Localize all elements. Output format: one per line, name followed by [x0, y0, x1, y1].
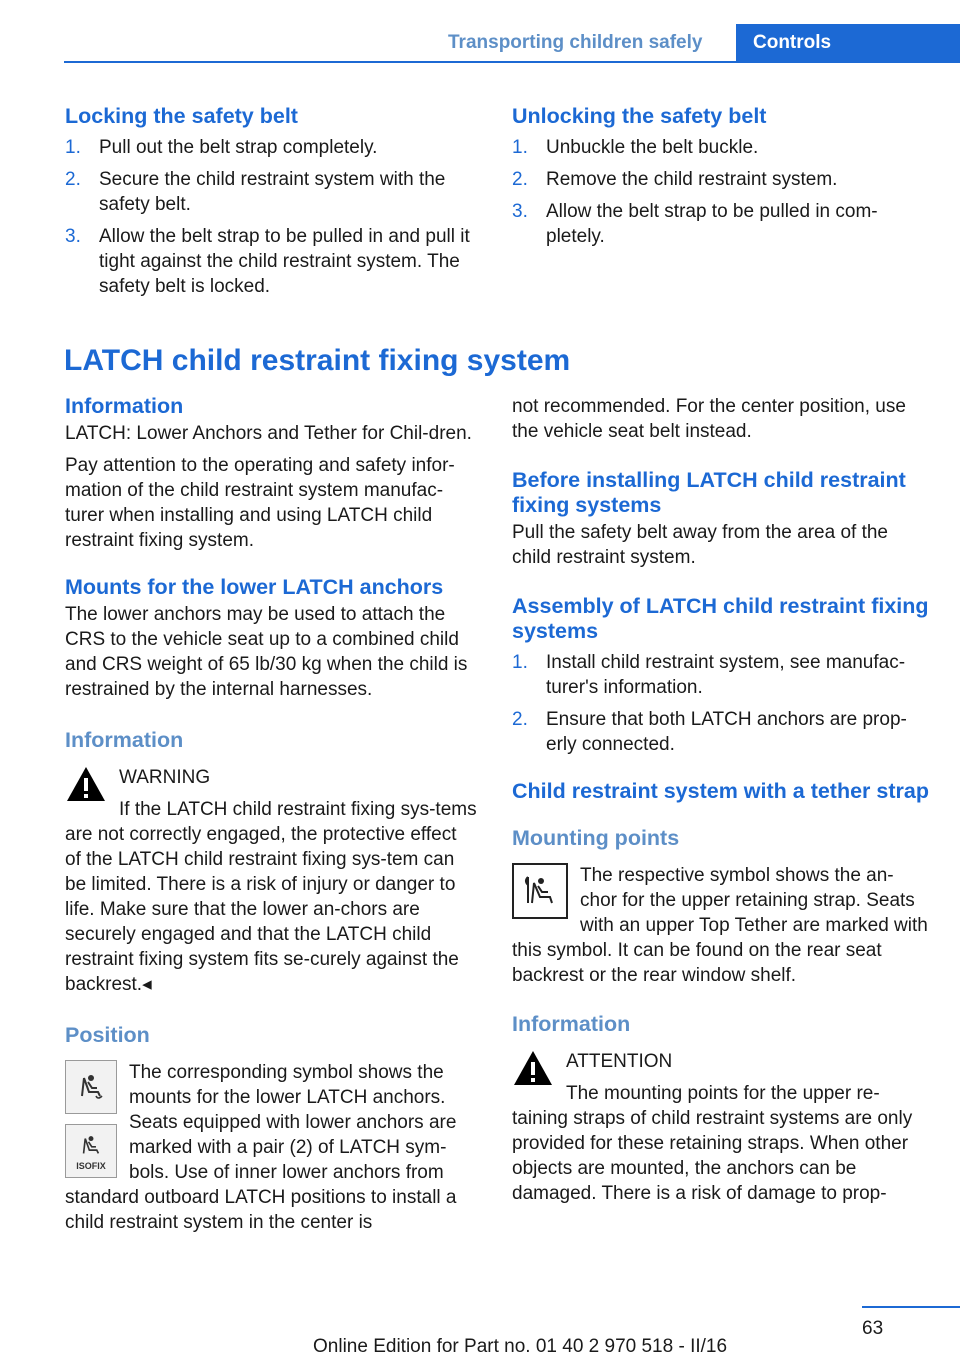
unlocking-steps: [512, 135, 930, 249]
info-heading: Information: [65, 394, 184, 418]
step-number: 2.: [512, 169, 528, 190]
list-item: [65, 167, 477, 217]
list-item: [512, 167, 930, 192]
position-text: The corresponding symbol shows the mounts for the lower LATCH anchors. Seats equipped with lower anchors are marked with a pair (2) of LATCH sym-bols. Use of inner lower anchors from standard outboard LATCH positions to install a child restraint system in the center is: [65, 1062, 457, 1233]
footer-rule: [862, 1306, 960, 1308]
step-number: 3.: [512, 201, 528, 222]
step-text: Allow the belt strap to be pulled in com-pletely.: [546, 201, 878, 247]
top-tether-anchor-icon: [512, 863, 568, 919]
running-header-section: Transporting children safely: [448, 32, 703, 53]
information-heading: Information: [512, 1012, 631, 1036]
latch-symbols: [65, 1060, 117, 1178]
before-installing-heading: Before installing LATCH child restraint fixing systems: [512, 468, 906, 517]
page-title: LATCH child restraint fixing system: [64, 344, 571, 377]
child-seat-anchor-icon: [65, 1060, 117, 1114]
isofix-symbol-icon: [65, 1124, 117, 1178]
step-text: Unbuckle the belt buckle.: [546, 137, 759, 158]
before-installing-text: Pull the safety belt away from the area of the child restraint system.: [512, 522, 888, 568]
edition-note: Online Edition for Part no. 01 40 2 970 518 - II/16: [313, 1336, 728, 1357]
tether-heading: Child restraint system with a tether strap: [512, 779, 929, 803]
step-text: Ensure that both LATCH anchors are prop-erly connected.: [546, 709, 907, 755]
warning-triangle-icon: [512, 1049, 554, 1087]
information-heading: Information: [65, 728, 184, 752]
list-item: [512, 199, 930, 249]
warning-block: [65, 765, 477, 997]
mounts-paragraph: The lower anchors may be used to attach the CRS to the vehicle seat up to a combined child and CRS weight of 65 lb/30 kg when the child is restrained by the internal harnesses.: [65, 604, 468, 700]
list-item: [512, 707, 930, 757]
unlocking-heading: Unlocking the safety belt: [512, 104, 767, 128]
list-item: [512, 650, 930, 700]
step-number: 3.: [65, 226, 81, 247]
step-text: Remove the child restraint system.: [546, 169, 838, 190]
unlocking-section: [512, 104, 930, 256]
running-header-chapter: Controls: [736, 24, 960, 62]
position-block: [65, 1060, 477, 1235]
mounting-block: [512, 863, 930, 988]
step-text: Allow the belt strap to be pulled in and pull it tight against the child restraint system. The safety belt is locked.: [99, 226, 470, 297]
attention-block: [512, 1049, 930, 1206]
assembly-heading: Assembly of LATCH child restraint fixing systems: [512, 594, 929, 643]
locking-heading: Locking the safety belt: [65, 104, 298, 128]
list-item: [65, 224, 477, 299]
attention-text: The mounting points for the upper re-taining straps of child restraint systems are only provided for these retaining straps. When other objects are mounted, the anchors can be damaged. There is a risk of damage to prop-: [512, 1083, 913, 1204]
warning-triangle-icon: [65, 765, 107, 803]
step-number: 1.: [512, 137, 528, 158]
step-number: 1.: [512, 652, 528, 673]
step-text: Pull out the belt strap completely.: [99, 137, 378, 158]
step-text: Install child restraint system, see manufac-turer's information.: [546, 652, 906, 698]
right-column: [512, 394, 930, 1213]
warning-label: WARNING: [119, 767, 211, 788]
mounts-heading: Mounts for the lower LATCH anchors: [65, 575, 444, 599]
step-text: Secure the child restraint system with the safety belt.: [99, 169, 446, 215]
info-paragraph: Pay attention to the operating and safety infor-mation of the child restraint system manufac-turer when installing and using LATCH child restraint fixing system.: [65, 455, 455, 551]
warning-text: If the LATCH child restraint fixing sys-tems are not correctly engaged, the protective effect of the LATCH child restraint fixing sys-tem can be limited. There is a risk of injury or danger to life. Make sure that the lower an-chors are securely engaged and that the LATCH child restraint fixing system fits se-curely against the backrest.◂: [65, 799, 477, 995]
step-number: 2.: [65, 169, 81, 190]
mounting-points-heading: Mounting points: [512, 826, 680, 850]
position-heading: Position: [65, 1023, 150, 1047]
info-paragraph: LATCH: Lower Anchors and Tether for Chil-dren.: [65, 423, 472, 444]
isofix-label: ISOFIX: [76, 1160, 106, 1171]
header-rule: [64, 61, 960, 63]
locking-section: [65, 104, 477, 306]
list-item: [512, 135, 930, 160]
attention-label: ATTENTION: [566, 1051, 673, 1072]
step-number: 1.: [65, 137, 81, 158]
list-item: [65, 135, 477, 160]
locking-steps: [65, 135, 477, 299]
assembly-steps: [512, 650, 930, 757]
step-number: 2.: [512, 709, 528, 730]
page-number: 63: [862, 1318, 884, 1339]
mounting-text: The respective symbol shows the an-chor for the upper retaining strap. Seats with an upper Top Tether are marked with this symbol. It can be found on the rear seat backrest or the rear window shelf.: [512, 865, 928, 986]
continued-text: not recommended. For the center position, use the vehicle seat belt instead.: [512, 396, 906, 442]
left-column: [65, 394, 477, 1242]
